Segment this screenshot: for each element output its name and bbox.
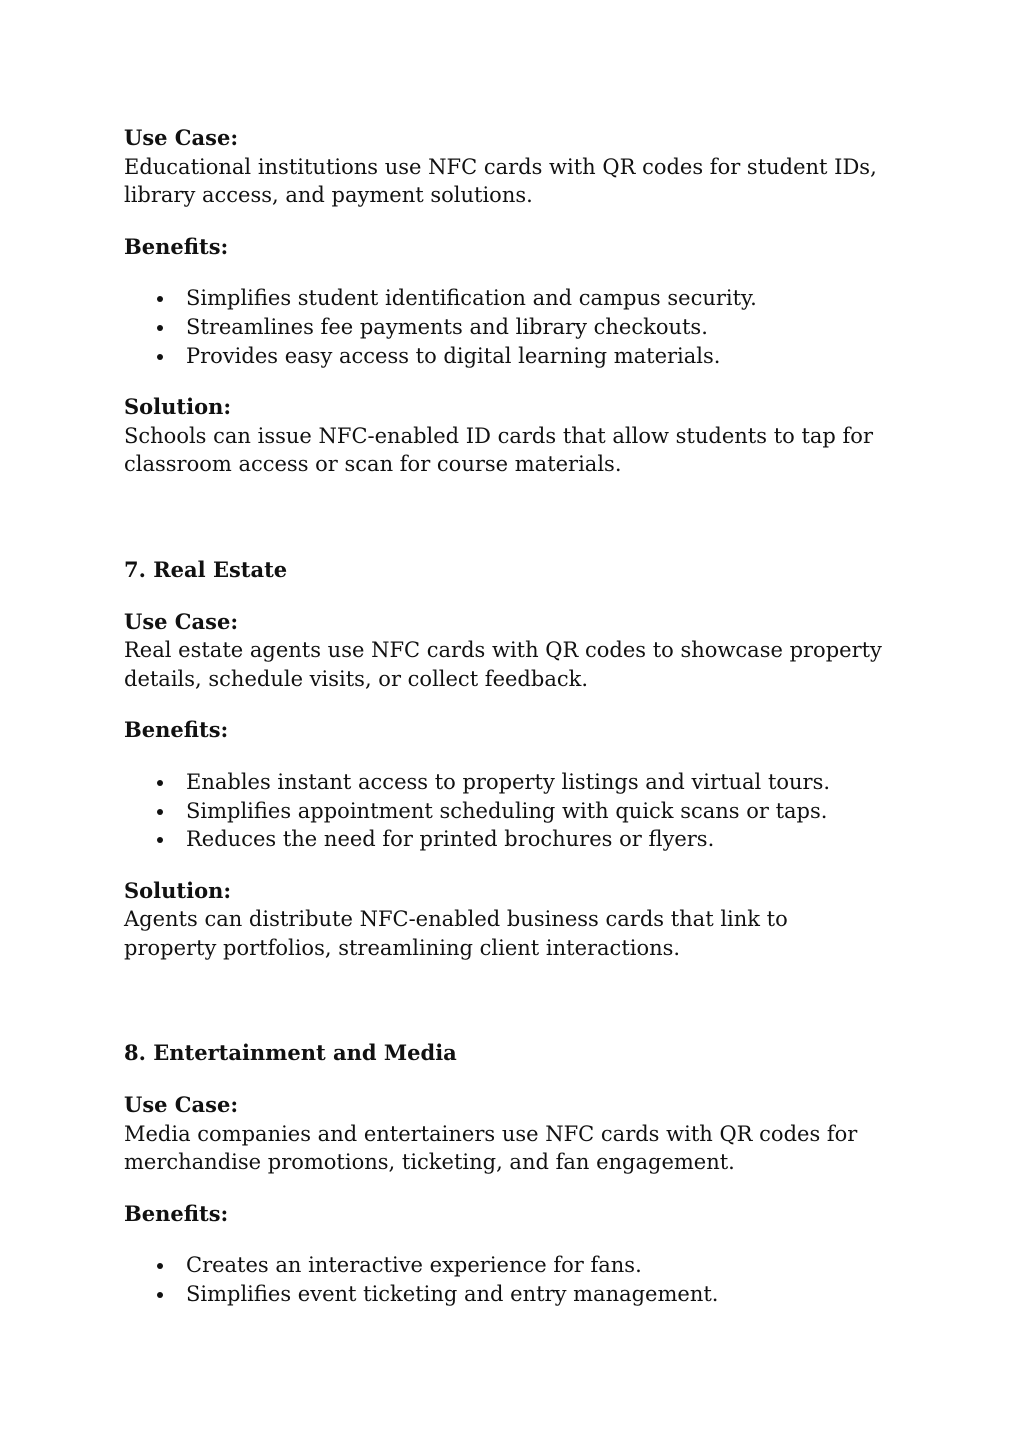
list-item-text: Simplifies appointment scheduling with quick scans or taps. bbox=[186, 798, 828, 823]
section-heading: 8. Entertainment and Media bbox=[124, 1040, 457, 1066]
bullet-icon bbox=[157, 837, 163, 843]
use-case-label: Use Case: bbox=[124, 1092, 239, 1118]
list-item-text: Streamlines fee payments and library checkouts. bbox=[186, 314, 708, 339]
use-case-text: Educational institutions use NFC cards with QR codes for student IDs, library access, and payment solutions. bbox=[124, 154, 877, 208]
solution-text: Agents can distribute NFC-enabled business cards that link to property portfolios, streamlining client interactions. bbox=[124, 907, 788, 960]
benefits-label: Benefits: bbox=[124, 233, 229, 259]
use-case-label: Use Case: bbox=[124, 608, 239, 634]
use-case-text: Real estate agents use NFC cards with QR codes to showcase property details, schedule visits, or collect feedback. bbox=[124, 638, 882, 691]
list-item-text: Simplifies event ticketing and entry management. bbox=[186, 1282, 719, 1307]
benefits-list bbox=[124, 284, 884, 370]
list-item-text: Enables instant access to property listings and virtual tours. bbox=[186, 769, 831, 794]
benefits-list bbox=[124, 768, 884, 854]
list-item bbox=[124, 825, 884, 854]
list-item bbox=[124, 313, 884, 342]
section-real-estate bbox=[124, 556, 884, 963]
list-item bbox=[124, 797, 884, 826]
bullet-icon bbox=[157, 1292, 163, 1298]
list-item bbox=[124, 1251, 884, 1280]
bullet-icon bbox=[157, 325, 163, 331]
list-item-text: Simplifies student identification and campus security. bbox=[186, 286, 757, 311]
list-item bbox=[124, 284, 884, 313]
list-item bbox=[124, 1280, 884, 1309]
document-content bbox=[124, 124, 884, 1309]
list-item bbox=[124, 768, 884, 797]
bullet-icon bbox=[157, 1263, 163, 1269]
solution-text: Schools can issue NFC-enabled ID cards that allow students to tap for classroom access or scan for course materials. bbox=[124, 423, 873, 477]
list-item-text: Reduces the need for printed brochures or flyers. bbox=[186, 827, 715, 852]
list-item bbox=[124, 342, 884, 371]
section-entertainment bbox=[124, 1039, 884, 1308]
bullet-icon bbox=[157, 296, 163, 302]
bullet-icon bbox=[157, 354, 163, 360]
benefits-list bbox=[124, 1251, 884, 1308]
list-item-text: Provides easy access to digital learning materials. bbox=[186, 343, 721, 368]
benefits-label: Benefits: bbox=[124, 1200, 229, 1226]
bullet-icon bbox=[157, 809, 163, 815]
benefits-label: Benefits: bbox=[124, 717, 229, 743]
bullet-icon bbox=[157, 780, 163, 786]
use-case-text: Media companies and entertainers use NFC cards with QR codes for merchandise promotions, ticketing, and fan engagement. bbox=[124, 1121, 858, 1175]
solution-label: Solution: bbox=[124, 394, 232, 420]
section-heading: 7. Real Estate bbox=[124, 556, 288, 582]
solution-label: Solution: bbox=[124, 877, 232, 903]
use-case-label: Use Case: bbox=[124, 125, 239, 150]
section-education bbox=[124, 124, 884, 479]
list-item-text: Creates an interactive experience for fans. bbox=[186, 1253, 642, 1278]
